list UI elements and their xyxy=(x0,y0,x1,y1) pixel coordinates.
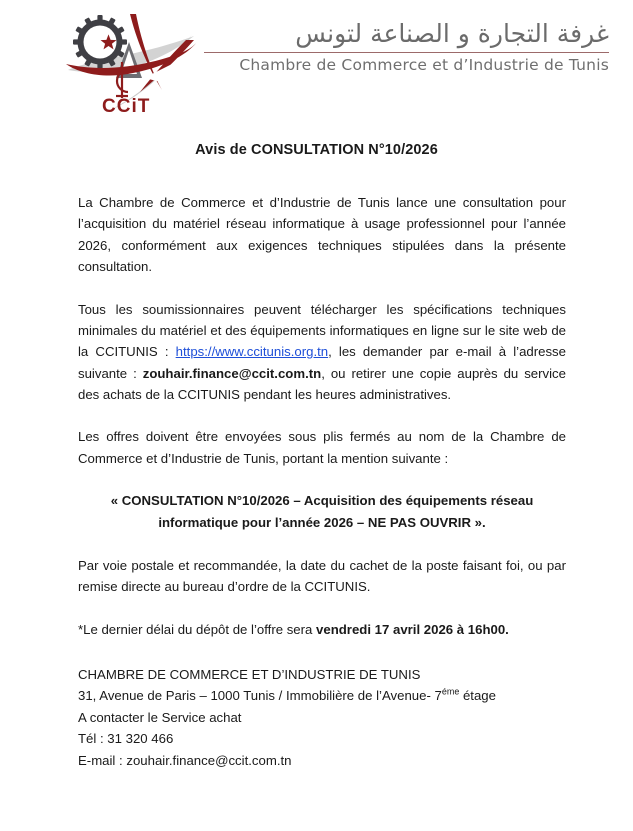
ccitunis-website-link[interactable]: https://www.ccitunis.org.tn xyxy=(175,344,329,360)
contact-address-ordinal: éme xyxy=(441,686,460,697)
ccit-wordmark: CCiT xyxy=(102,96,151,116)
contact-email-inline: zouhair.finance@ccit.com.tn xyxy=(142,365,322,381)
envelope-mention-line-2: informatique pour l’année 2026 – NE PAS OUVRIR ». xyxy=(158,514,486,530)
header-divider xyxy=(204,52,609,54)
contact-organization: CHAMBRE DE COMMERCE ET D’INDUSTRIE DE TUNIS xyxy=(78,667,421,682)
download-text-part-2: , les demander par e-mail à l’adresse suivante : xyxy=(78,344,566,381)
download-text-part-3: , ou retirer une copie auprès du service des achats de la CCITUNIS pendant les heures administratives. xyxy=(78,365,566,402)
ccit-logo-graphic xyxy=(66,12,198,116)
contact-address xyxy=(78,685,566,706)
contact-address-main: 31, Avenue de Paris – 1000 Tunis / Immobilière de l’Avenue- 7 xyxy=(78,688,442,704)
envelope-mention-block xyxy=(78,490,566,533)
deadline-date: vendredi 17 avril 2026 à 16h00. xyxy=(316,621,509,637)
org-name-latin: Chambre de Commerce et d’Industrie de Tunis xyxy=(239,56,609,75)
paragraph-postal: Par voie postale et recommandée, la date du cachet de la poste faisant foi, ou par remise directe au bureau d’ordre de la CCITUNIS. xyxy=(78,557,566,595)
contact-block xyxy=(78,664,566,771)
contact-phone: Tél : 31 320 466 xyxy=(78,731,174,747)
paragraph-download xyxy=(78,299,566,406)
document-body xyxy=(0,192,633,771)
contact-email: E-mail : zouhair.finance@ccit.com.tn xyxy=(78,752,292,768)
page-title: Avis de CONSULTATION N°10/2026 xyxy=(195,142,438,158)
letterhead xyxy=(0,0,633,116)
contact-service: A contacter le Service achat xyxy=(78,709,242,725)
contact-address-suffix: étage xyxy=(459,688,496,704)
ccit-logo xyxy=(66,12,198,116)
download-text-part-1: Tous les soumissionnaires peuvent télécharger les spécifications techniques minimales du matériel et des équipements informatiques en ligne sur le site web de la CCITUNIS : xyxy=(78,301,566,360)
paragraph-intro: La Chambre de Commerce et d’Industrie de Tunis lance une consultation pour l’acquisition du matériel réseau informatique à usage professionnel pour l’année 2026, conformément aux exigences techniques stipulées dans la présente consultation. xyxy=(78,195,566,275)
org-name-arabic: غرفة التجارة و الصناعة لتونس xyxy=(295,19,609,48)
paragraph-offers: Les offres doivent être envoyées sous plis fermés au nom de la Chambre de Commerce et d’Industrie de Tunis, portant la mention suivante : xyxy=(78,429,566,466)
deadline-notice xyxy=(78,619,566,640)
envelope-mention-line-1: « CONSULTATION N°10/2026 – Acquisition des équipements réseau xyxy=(110,493,534,509)
deadline-prefix: *Le dernier délai du dépôt de l’offre sera xyxy=(78,621,317,637)
organization-names xyxy=(198,12,613,74)
